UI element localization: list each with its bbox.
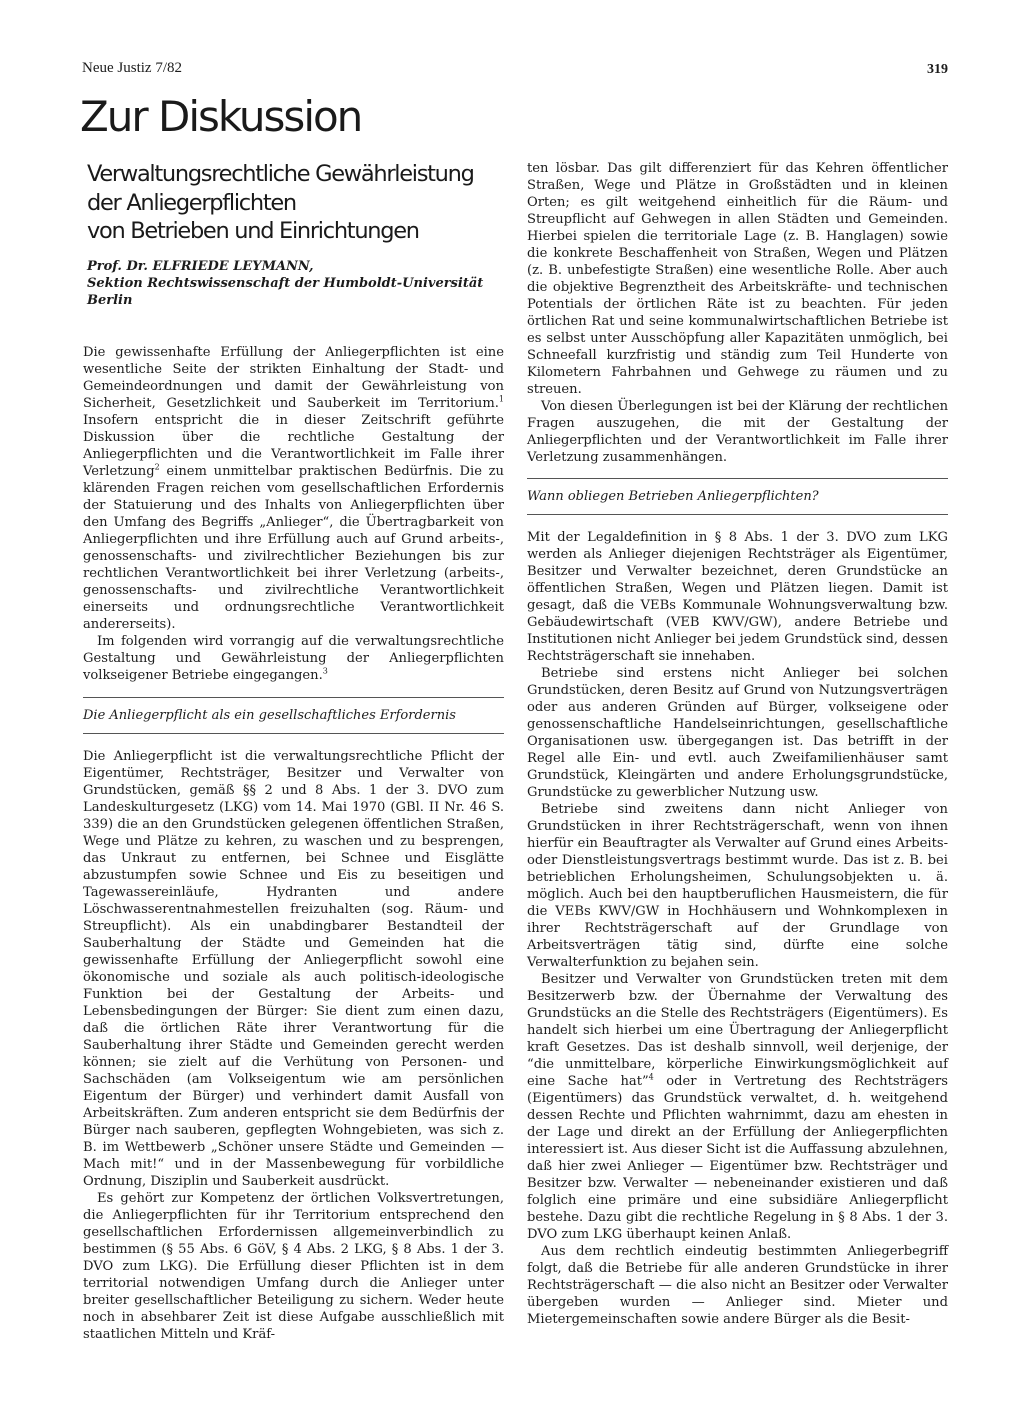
body-paragraph: Besitzer und Verwalter von Grundstücken treten mit dem Besitzerwerb bzw. der Übernahme der Verwaltung des Grundstücks an die Stelle des Rechtsträgers (Eigentümers). Es handelt sich hierbei um eine Übertragung der Anliegerpflicht kraft Gesetzes. Das ist deshalb sinnvoll, weil derjenige, der “die unmittelbare, körperliche Einwirkungsmöglichkeit auf eine Sache hat”$^4$ oder in Vertretung des Rechtsträgers (Eigentümers) das Grundstück verwaltet, d. h. weitgehend dessen Rechte und Pflichten wahrnimmt, dazu am ehesten in der Lage und direkt an der Erfüllung der Anliegerpflichten interessiert ist. Aus dieser Sicht ist die Auffassung abzulehnen, daß hier zwei Anlieger — Eigentümer bzw. Rechtsträger und Besitzer bzw. Verwalter — nebeneinander existieren und daß folglich eine primäre und eine subsidiäre Anliegerpflicht bestehe. Dazu gibt die rechtliche Regelung in § 8 Abs. 1 der 3. DVO zum LKG überhaupt keinen Anlaß. (527, 972, 948, 1242)
article-title-line: von Betrieben und Einrichtungen (87, 218, 419, 244)
byline (87, 258, 504, 309)
left-column (83, 160, 504, 1343)
author-name: Prof. Dr. ELFRIEDE LEYMANN, (87, 258, 314, 274)
running-head (82, 60, 948, 80)
subheading: Wann obliegen Betrieben Anliegerpflichten? (527, 478, 948, 515)
author-affiliation: Sektion Rechtswissenschaft der Humboldt-Universität (87, 275, 484, 291)
article-title-line: Verwaltungsrechtliche Gewährleistung (87, 161, 474, 187)
footnote-ref[interactable]: 3 (322, 666, 328, 676)
section-title: Zur Diskussion (80, 92, 362, 141)
body-paragraph: Es gehört zur Kompetenz der örtlichen Volksvertretungen, die Anliegerpflichten für ihr Territorium entsprechend den gesellschaftlichen Erfordernissen allgemeinverbindlich zu bestimmen (§ 55 Abs. 6 GöV, § 4 Abs. 2 LKG, § 8 Abs. 1 der 3. DVO zum LKG). Die Erfüllung dieser Pflichten ist in dem territorial notwendigen Umfang durch die Anlieger unter breiter gesellschaftlicher Beteiligung zu sichern. Weder heute noch in absehbarer Zeit ist diese Aufgabe ausschließlich mit staatlichen Mitteln und Kräf- (83, 1190, 504, 1342)
body-paragraph: Betriebe sind erstens nicht Anlieger bei solchen Grundstücken, deren Besitz auf Grund von Nutzungsverträgen oder aus anderen Gründen auf Bürger, volkseigene oder genossenschaftliche Handelseinrichtungen, gesellschaftliche Organisationen usw. übergegangen ist. Das betrifft in der Regel alle Ein- und evtl. auch Zweifamilienhäuser samt Grundstück, Kleingärten und andere Erholungsgrundstücke, Grundstücke zu gewerblicher Nutzung usw. (527, 666, 948, 800)
footnote-ref[interactable]: 1 (498, 394, 504, 404)
body-paragraph: Von diesen Überlegungen ist bei der Klärung der rechtlichen Fragen auszugehen, die mit der Gestaltung der Anliegerpflichten und der Verantwortlichkeit im Falle ihrer Verletzung zusammenhängen. (527, 399, 948, 465)
body-paragraph: Die Anliegerpflicht ist die verwaltungsrechtliche Pflicht der Eigentümer, Rechtsträger, Besitzer und Verwalter von Grundstücken, gemäß §§ 2 und 8 Abs. 1 der 3. DVO zum Landeskulturgesetz (LKG) vom 14. Mai 1970 (GBl. II Nr. 46 S. 339) die an den Grundstücken gelegenen öffentlichen Straßen, Wege und Plätze zu kehren, zu waschen und zu besprengen, das Unkraut zu entfernen, bei Schnee und Eisglätte abzustumpfen sowie Schnee und Eis zu beseitigen und Tagewassereinläufe, Hydranten und andere Löschwasserentnahmestellen freizuhalten (sog. Räum- und Streupflicht). Als ein unabdingbarer Bestandteil der Sauberhaltung der Städte und Gemeinden hat die gewissenhafte Erfüllung der Anliegerpflicht sowohl eine ökonomische und soziale als auch politisch-ideologische Funktion bei der Gestaltung der Arbeits- und Lebensbedingungen der Bürger: Sie dient zum einen dazu, daß die örtlichen Räte ihrer Verantwortung für die Sauberhaltung ihrer Städte und Gemeinden gerecht werden können; sie zielt auf die Verhütung von Personen- und Sachschäden (am Volkseigentum wie am persönlichen Eigentum der Bürger) und verhindert damit Ausfall von Arbeitskräften. Zum anderen entspricht sie dem Bedürfnis der Bürger nach sauberen, gepflegten Wohngebieten, was sich z. B. im Wettbewerb „Schöner unsere Städte und Gemeinden — Mach mit!“ und in der Massenbewegung für vorbildliche Ordnung, Disziplin und Sauberkeit ausdrückt. (83, 748, 504, 1189)
body-paragraph: ten lösbar. Das gilt differenziert für das Kehren öffentlicher Straßen, Wege und Plätze in Großstädten und in kleinen Orten; es gilt weitgehend einheitlich für die Räum- und Streupflicht auf Gehwegen in allen Städten und Gemeinden. Hierbei spielen die territoriale Lage (z. B. Hanglagen) sowie die konkrete Beschaffenheit von Straßen, Wegen und Plätzen (z. B. unbefestigte Straßen) eine wesentliche Rolle. Aber auch die objektive Begrenztheit des Arbeitskräfte- und technischen Potentials der örtlichen Räte ist zu beachten. Für jeden örtlichen Rat und seine kommunalwirtschaftlichen Betriebe ist es selbst unter Ausschöpfung aller Kapazitäten unmöglich, bei Schneefall kurzfristig und ständig zum Teil Hunderte von Kilometern Fahrbahnen und Gehwege zu räumen und zu streuen. (527, 161, 948, 397)
right-column (527, 160, 948, 1328)
subheading: Die Anliegerpflicht als ein gesellschaftliches Erfordernis (83, 697, 504, 734)
author-city: Berlin (87, 292, 133, 308)
footnote-ref[interactable]: 2 (154, 462, 160, 472)
intro-paragraph: Im folgenden wird vorrangig auf die verwaltungsrechtliche Gestaltung und Gewährleistung der Anliegerpflichten volkseigener Betriebe eingegangen.$^3$ (83, 633, 504, 683)
article-title-line: der Anliegerpflichten (87, 189, 296, 216)
journal-issue: Neue Justiz 7/82 (82, 60, 182, 76)
footnote-ref[interactable]: 4 (648, 1072, 654, 1082)
article-title (87, 160, 504, 246)
body-paragraph: Betriebe sind zweitens dann nicht Anlieger von Grundstücken in ihrer Rechtsträgerschaft, wenn von ihnen hierfür ein Beauftragter als Verwalter auf Grund eines Arbeits- oder Dienstleistungsvertrags bestimmt wurde. Das ist z. B. bei betrieblichen Erholungsheimen, Schulungsobjekten u. ä. möglich. Auch bei den hauptberuflichen Hausmeistern, die für die VEBs KWV/GW in Hochhäusern und Wohnkomplexen in ihrer Rechtsträgerschaft auf der Grundlage von Arbeitsverträgen tätig sind, dürfte eine solche Verwalterfunktion zu bejahen sein. (527, 802, 948, 970)
body-paragraph: Mit der Legaldefinition in § 8 Abs. 1 der 3. DVO zum LKG werden als Anlieger diejenigen Rechtsträger als Eigentümer, Besitzer und Verwalter bezeichnet, deren Grundstücke an öffentlichen Straßen, Wegen und Plätzen liegen. Damit ist gesagt, daß die VEBs Kommunale Wohnungsverwaltung bzw. Gebäudewirtschaft (VEB KWV/GW), andere Betriebe und Institutionen nicht Anlieger bei jedem Grundstück sind, dessen Rechtsträgerschaft sie innehaben. (527, 530, 948, 664)
page-number: 319 (927, 62, 948, 77)
body-paragraph: Aus dem rechtlich eindeutig bestimmten Anliegerbegriff folgt, daß die Betriebe für alle anderen Grundstücke in ihrer Rechtsträgerschaft — die also nicht an Besitzer oder Verwalter übergeben wurden — Anlieger sind. Mieter und Mietergemeinschaften sowie andere Bürger als die Besit- (527, 1244, 948, 1327)
intro-paragraph: Die gewissenhafte Erfüllung der Anliegerpflichten ist eine wesentliche Seite der strikten Einhaltung der Stadt- und Gemeindeordnungen und damit der Gewährleistung von Sicherheit, Gesetzlichkeit und Sauberkeit im Territorium.$^1$ Insofern entspricht die in dieser Zeitschrift geführte Diskussion über die rechtliche Gestaltung der Anliegerpflichten und die Verantwortlichkeit im Falle ihrer Verletzung$^2$ einem unmittelbar praktischen Bedürfnis. Die zu klärenden Fragen reichen vom gesellschaftlichen Erfordernis der Statuierung und des Inhalts von Anliegerpflichten über den Umfang des Begriffs „Anlieger“, die Übertragbarkeit von Anliegerpflichten und ihre Erfüllung auch auf Grund arbeits-, genossenschafts- und zivilrechtlicher Beziehungen bis zur rechtlichen Verantwortlichkeit bei ihrer Verletzung (arbeits-, genossenschafts- und zivilrechtliche Verantwortlichkeit einerseits und ordnungsrechtliche Verantwortlichkeit andererseits). (83, 344, 504, 632)
